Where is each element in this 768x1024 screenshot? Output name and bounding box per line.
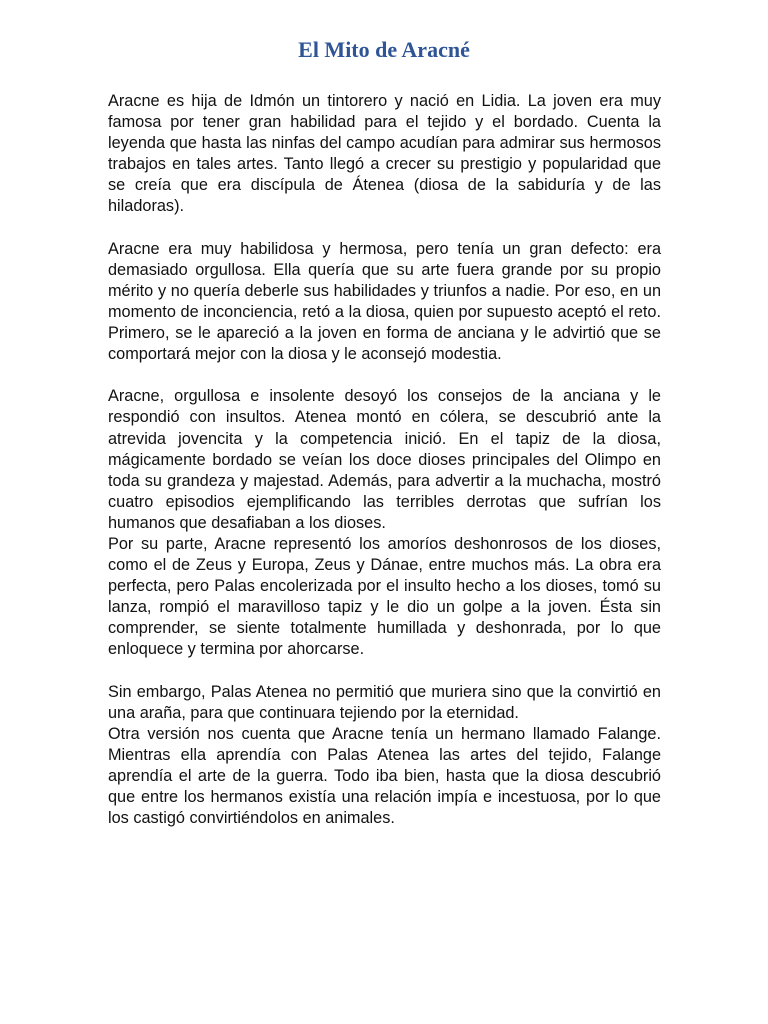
document-title: El Mito de Aracné	[298, 37, 470, 62]
document-body	[108, 91, 661, 829]
paragraph-3: Aracne, orgullosa e insolente desoyó los consejos de la anciana y le respondió con insultos. Atenea montó en cólera, se descubrió ante la atrevida jovencita y la competencia inició. En el tapiz de la diosa, mágicamente bordado se veían los doce dioses principales del Olimpo en toda su grandeza y majestad. Además, para advertir a la muchacha, mostró cuatro episodios ejemplificando las terribles derrotas que sufrían los humanos que desafiaban a los dioses.	[108, 387, 661, 532]
paragraph-5: Sin embargo, Palas Atenea no permitió que muriera sino que la convirtió en una araña, para que continuara tejiendo por la eternidad.	[108, 682, 661, 722]
paragraph-6: Otra versión nos cuenta que Aracne tenía un hermano llamado Falange. Mientras ella aprendía con Palas Atenea las artes del tejido, Falange aprendía el arte de la guerra. Todo iba bien, hasta que la diosa descubrió que entre los hermanos existía una relación impía e incestuosa, por lo que los castigó convirtiéndolos en animales.	[108, 724, 661, 828]
paragraph-spacer	[108, 661, 661, 682]
paragraph-1: Aracne es hija de Idmón un tintorero y nació en Lidia. La joven era muy famosa por tener gran habilidad para el tejido y el bordado. Cuenta la leyenda que hasta las ninfas del campo acudían para admirar sus hermosos trabajos en tales artes. Tanto llegó a crecer su prestigio y popularidad que se creía que era discípula de Átenea (diosa de la sabiduría y de las hiladoras).	[108, 92, 661, 216]
paragraph-spacer	[108, 218, 661, 239]
paragraph-2: Aracne era muy habilidosa y hermosa, pero tenía un gran defecto: era demasiado orgullosa. Ella quería que su arte fuera grande por su propio mérito y no quería deberle sus habilidades y triunfos a nadie. Por eso, en un momento de inconciencia, retó a la diosa, quien por supuesto aceptó el reto. Primero, se le apareció a la joven en forma de anciana y le advirtió que se comportará mejor con la diosa y le aconsejó modestia.	[108, 239, 661, 364]
paragraph-spacer	[108, 365, 661, 386]
paragraph-4: Por su parte, Aracne representó los amoríos deshonrosos de los dioses, como el de Zeus y Europa, Zeus y Dánae, entre muchos más. La obra era perfecta, pero Palas encolerizada por el insulto hecho a los dioses, tomó su lanza, rompió el maravilloso tapiz y le dio un golpe a la joven. Ésta sin comprender, se siente totalmente humillada y deshonrada, por lo que enloquece y termina por ahorcarse.	[108, 534, 661, 659]
